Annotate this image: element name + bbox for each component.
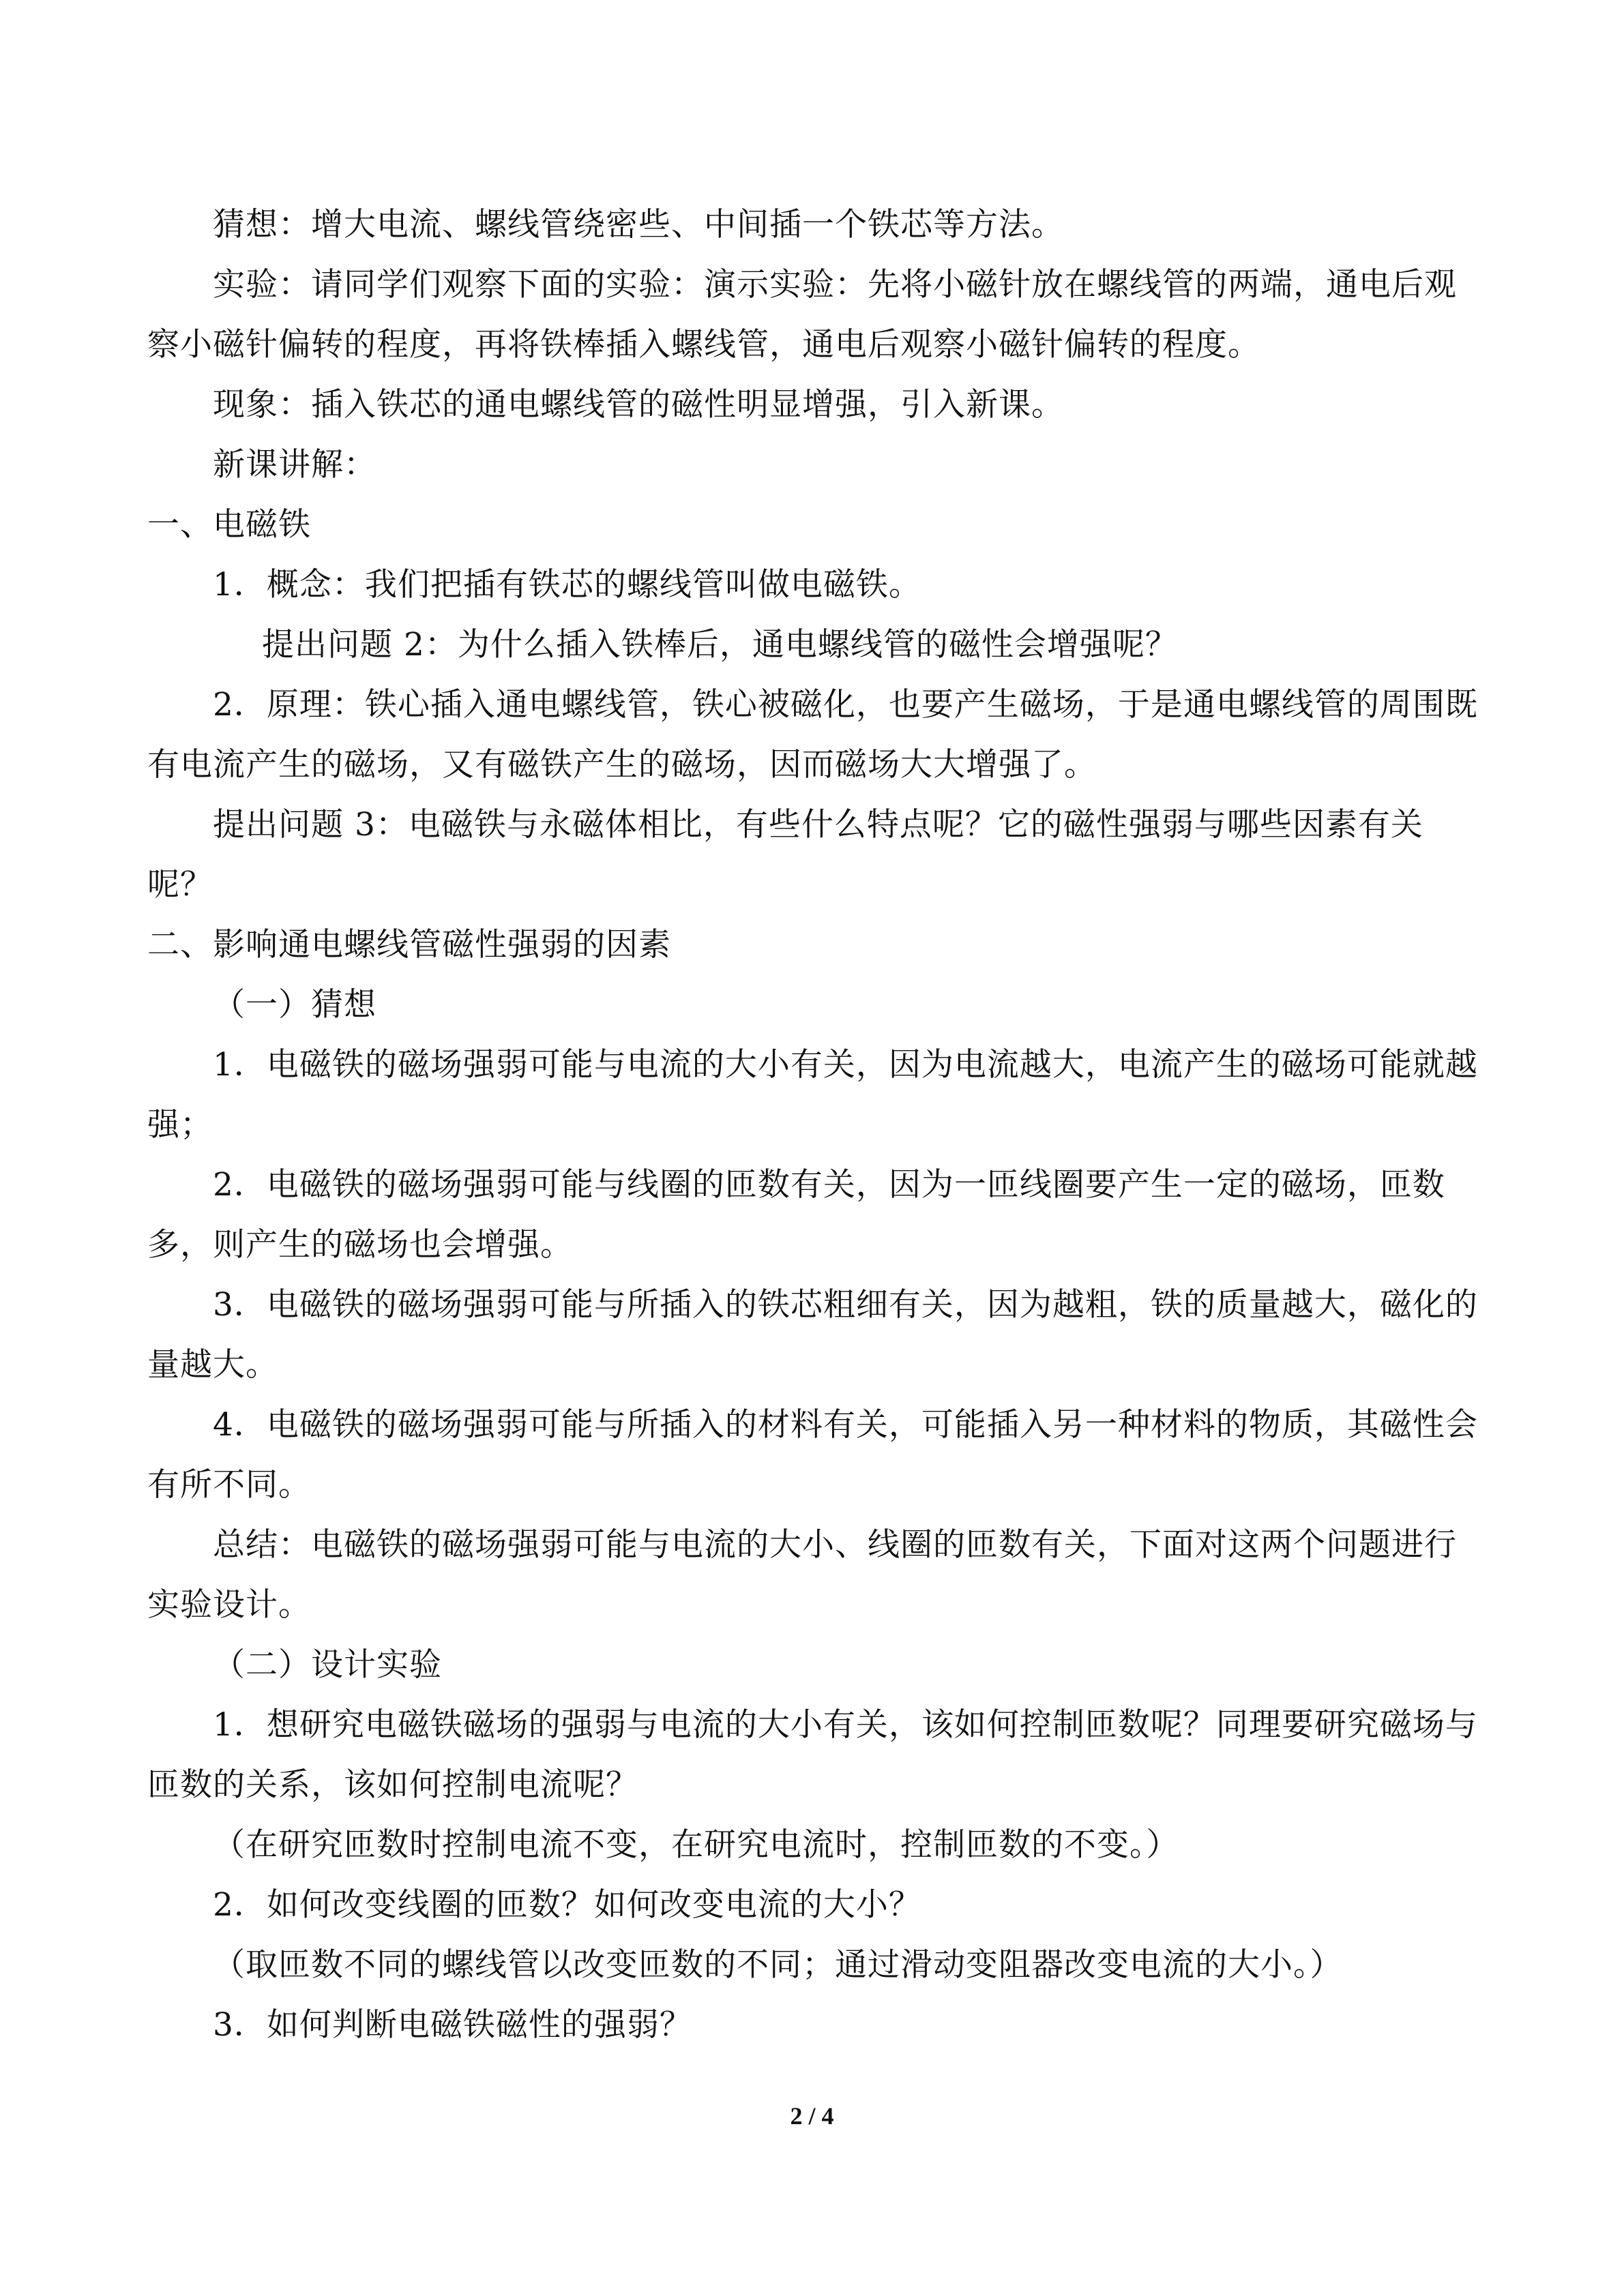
- text-line-experiment: 实验：请同学们观察下面的实验：演示实验：先将小磁针放在螺线管的两端，通电后观: [213, 266, 1457, 303]
- section-heading-factors: 二、影响通电螺线管磁性强弱的因素: [147, 926, 671, 964]
- text-line-principle: 2．原理：铁心插入通电螺线管，铁心被磁化，也要产生磁场，于是通电螺线管的周围既: [213, 686, 1478, 724]
- subsection-heading-design: （二）设计实验: [213, 1646, 442, 1684]
- text-line-design-2-answer: （取匝数不同的螺线管以改变匝数的不同；通过滑动变阻器改变电流的大小。）: [213, 1946, 1343, 1984]
- text-line-design-2: 2．如何改变线圈的匝数？如何改变电流的大小？: [213, 1886, 921, 1924]
- text-line-item-4-cont: 有所不同。: [147, 1466, 311, 1504]
- text-line-item-4: 4．电磁铁的磁场强弱可能与所插入的材料有关，可能插入另一种材料的物质，其磁性会: [213, 1406, 1478, 1444]
- text-line-design-1-answer: （在研究匝数时控制电流不变，在研究电流时，控制匝数的不变。）: [213, 1826, 1179, 1864]
- text-line-question-3-cont: 呢？: [147, 866, 213, 904]
- text-line-design-1: 1．想研究电磁铁磁场的强弱与电流的大小有关，该如何控制匝数呢？同理要研究磁场与: [213, 1706, 1478, 1744]
- text-line-item-1: 1．电磁铁的磁场强弱可能与电流的大小有关，因为电流越大，电流产生的磁场可能就越: [213, 1046, 1478, 1084]
- text-line-design-3: 3．如何判断电磁铁磁性的强弱？: [213, 2006, 692, 2044]
- text-line-question-2: 提出问题 2：为什么插入铁棒后，通电螺线管的磁性会增强呢？: [262, 626, 1178, 664]
- text-line-principle-cont: 有电流产生的磁场，又有磁铁产生的磁场，因而磁场大大增强了。: [147, 746, 1097, 784]
- text-line-experiment-cont: 察小磁针偏转的程度，再将铁棒插入螺线管，通电后观察小磁针偏转的程度。: [147, 326, 1260, 363]
- text-line-question-3: 提出问题 3：电磁铁与永磁体相比，有些什么特点呢？它的磁性强弱与哪些因素有关: [213, 806, 1423, 844]
- section-heading-electromagnet: 一、电磁铁: [147, 506, 311, 543]
- text-line-item-2: 2．电磁铁的磁场强弱可能与线圈的匝数有关，因为一匝线圈要产生一定的磁场，匝数: [213, 1166, 1445, 1204]
- text-line-summary-cont: 实验设计。: [147, 1586, 311, 1624]
- text-line-item-3-cont: 量越大。: [147, 1346, 278, 1384]
- subsection-heading-conjecture: （一）猜想: [213, 986, 377, 1024]
- text-line-conjecture: 猜想：增大电流、螺线管绕密些、中间插一个铁芯等方法。: [213, 206, 1064, 243]
- text-line-item-1-cont: 强；: [147, 1106, 213, 1144]
- text-line-concept: 1．概念：我们把插有铁芯的螺线管叫做电磁铁。: [213, 566, 921, 603]
- text-line-item-2-cont: 多，则产生的磁场也会增强。: [147, 1226, 573, 1264]
- text-line-phenomenon: 现象：插入铁芯的通电螺线管的磁性明显增强，引入新课。: [213, 386, 1064, 423]
- text-line-summary: 总结：电磁铁的磁场强弱可能与电流的大小、线圈的匝数有关，下面对这两个问题进行: [213, 1526, 1457, 1564]
- text-line-design-1-cont: 匝数的关系，该如何控制电流呢？: [147, 1766, 638, 1804]
- text-line-new-lesson: 新课讲解：: [213, 446, 377, 483]
- text-line-item-3: 3．电磁铁的磁场强弱可能与所插入的铁芯粗细有关，因为越粗，铁的质量越大，磁化的: [213, 1286, 1478, 1324]
- page-number: 2 / 4: [790, 2102, 834, 2130]
